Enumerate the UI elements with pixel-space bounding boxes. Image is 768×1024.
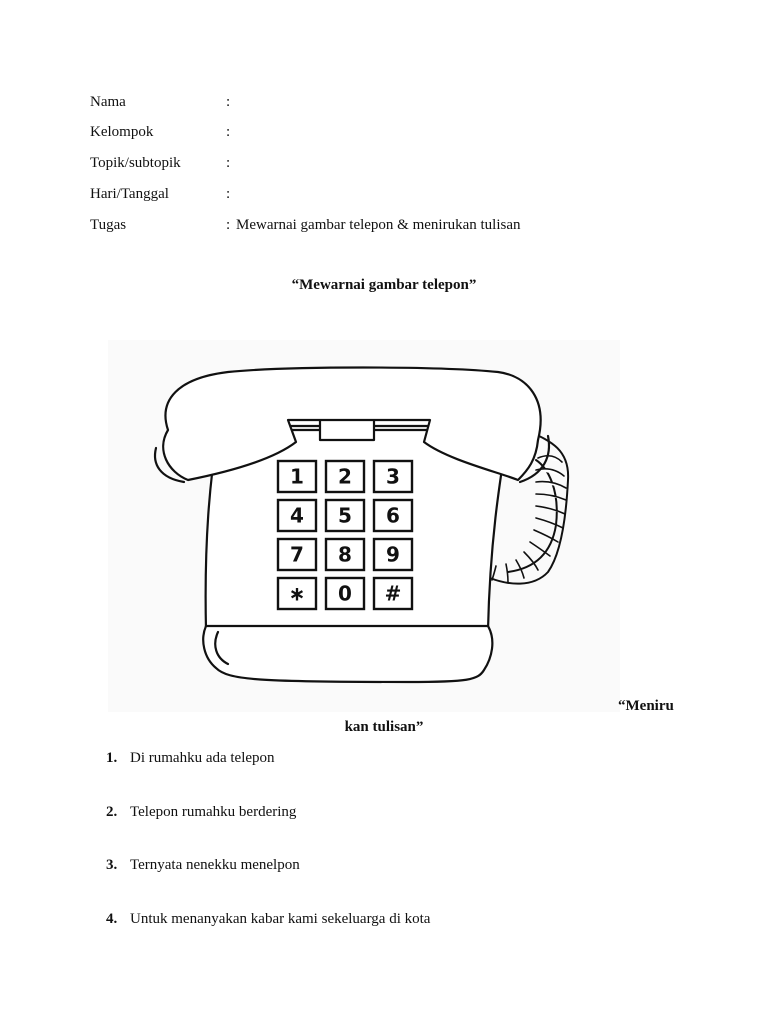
list-item [106, 911, 430, 928]
coloring-heading: “Mewarnai gambar telepon” [291, 277, 477, 293]
keypad-key-label: 6 [386, 503, 400, 528]
keypad-key-label: 9 [386, 542, 400, 567]
telephone-icon [108, 340, 620, 712]
list-number: 3. [106, 857, 118, 873]
field-label: Tugas [90, 217, 127, 233]
field-label: Nama [90, 94, 126, 110]
keypad-key [326, 578, 364, 609]
keypad-key [278, 539, 316, 570]
keypad-key [374, 539, 412, 570]
list-number: 4. [106, 911, 118, 927]
copy-heading-part2: kan tulisan” [344, 719, 424, 735]
list-text: Telepon rumahku berdering [130, 804, 297, 820]
keypad-key [278, 500, 316, 531]
keypad-key [374, 578, 412, 609]
list-item [106, 857, 300, 874]
field-colon: : [226, 186, 231, 202]
field-label: Topik/subtopik [90, 155, 181, 171]
keypad-key [278, 578, 316, 609]
list-item [106, 750, 275, 767]
field-colon: : [226, 94, 231, 110]
list-number: 2. [106, 804, 118, 820]
keypad-key-label: 1 [290, 464, 304, 489]
field-colon: : [226, 155, 231, 171]
copy-heading-part1: “Meniru [618, 698, 674, 714]
list-text: Di rumahku ada telepon [130, 750, 275, 766]
keypad-key [374, 500, 412, 531]
field-colon: : [226, 217, 231, 233]
keypad-key-label: 5 [338, 503, 352, 528]
field-colon: : [226, 124, 231, 140]
list-text: Untuk menanyakan kabar kami sekeluarga di kota [130, 911, 431, 927]
keypad-key [326, 461, 364, 492]
list-item [106, 804, 296, 821]
keypad-key [326, 500, 364, 531]
field-value: Mewarnai gambar telepon & menirukan tulisan [236, 217, 521, 233]
field-label: Hari/Tanggal [90, 186, 169, 202]
list-number: 1. [106, 750, 118, 766]
keypad-key-label: 8 [338, 542, 352, 567]
keypad-key [278, 461, 316, 492]
keypad-key [326, 539, 364, 570]
telephone-illustration [108, 340, 620, 712]
keypad-key-label: 7 [290, 542, 304, 567]
keypad-key-label: # [384, 581, 402, 606]
keypad-key-label: 2 [338, 464, 352, 489]
keypad-key-label: ∗ [288, 581, 306, 606]
keypad-key-label: 0 [338, 581, 352, 606]
keypad-key-label: 4 [290, 503, 304, 528]
keypad-key [374, 461, 412, 492]
field-label: Kelompok [90, 124, 154, 140]
keypad-key-label: 3 [386, 464, 400, 489]
list-text: Ternyata nenekku menelpon [130, 857, 300, 873]
